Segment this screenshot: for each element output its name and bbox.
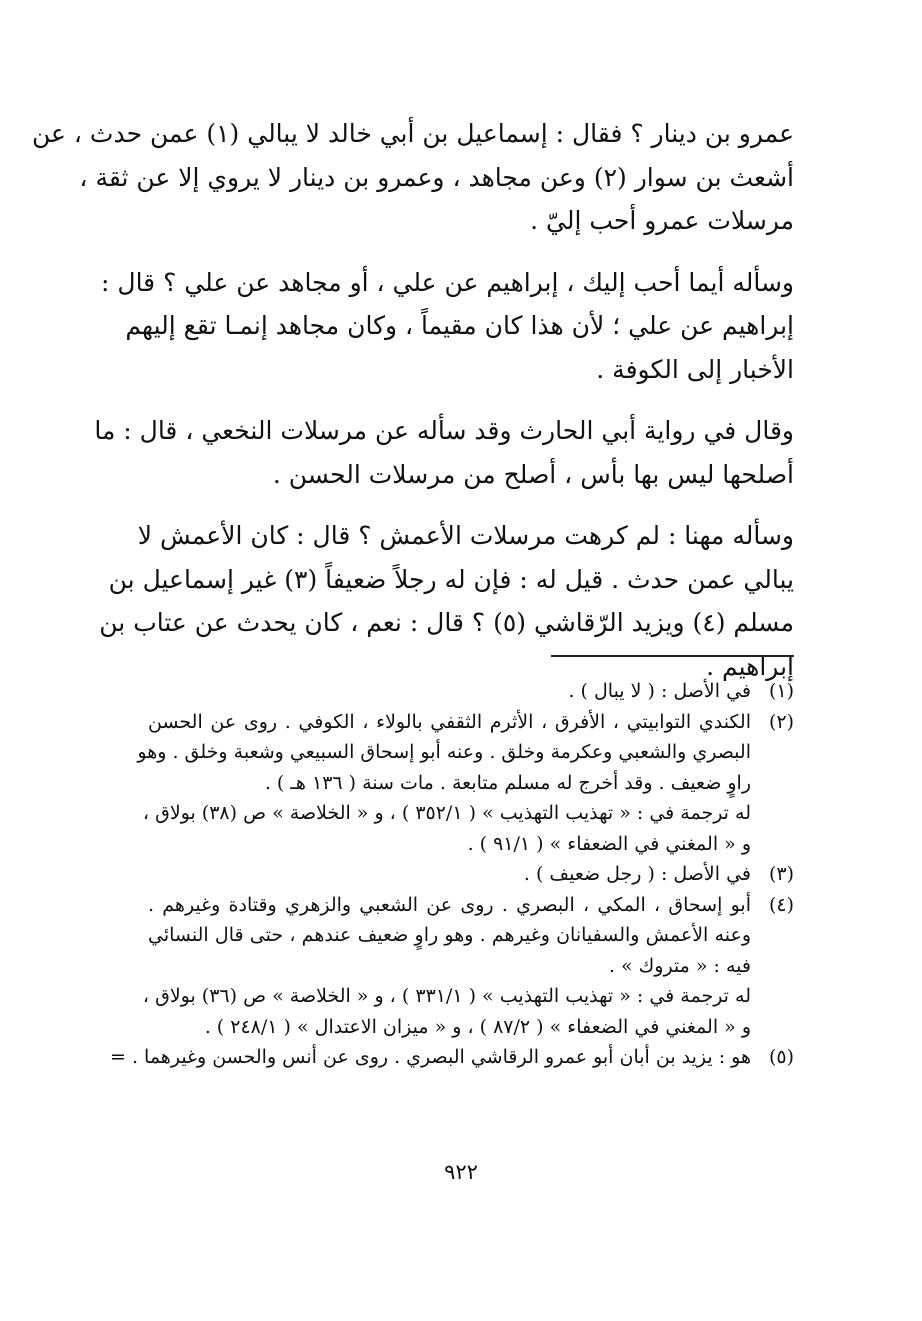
text-line: إبراهيم عن علي ؛ لأن هذا كان مقيماً ، وكان مجاهد إنمـا تقع إليهم (125, 311, 794, 340)
footnote-1 (148, 676, 794, 707)
footnote-text: له ترجمة في : « تهذيب التهذيب » ( ٣٥٢/١ ) ، و « الخلاصة » ص (٣٨) بولاق ، (142, 802, 751, 824)
footnote-text: البصري والشعبي وعكرمة وخلق . وعنه أبو إسحاق السبيعي وشعبة وخلق . وهو (137, 741, 751, 763)
footnote-3 (148, 859, 794, 890)
footnote-text: في الأصل : ( رجل ضعيف ) . (523, 863, 751, 885)
footnote-text: أبو إسحاق ، المكي ، البصري . روى عن الشعبي والزهري وقتادة وغيرهم . (148, 893, 751, 916)
footnote-5 (110, 1042, 794, 1073)
text-line: وقال في رواية أبي الحارث وقد سأله عن مرسلات النخعي ، قال : ما (94, 416, 794, 445)
footnote-text: فيه : « متروك » . (608, 954, 751, 977)
footnote-text: الكندي التوابيتي ، الأفرق ، الأثرم الثقفي بالولاء ، الكوفي . روى عن الحسن (148, 710, 751, 733)
footnote-text: في الأصل : ( لا يبال ) . (568, 680, 751, 702)
footnote-text: هو : يزيد بن أبان أبو عمرو الرقاشي البصري . روى عن أنس والحسن وغيرهما . = (110, 1046, 751, 1068)
footnote-4 (142, 890, 794, 1043)
paragraph-4 (99, 514, 794, 688)
text-line: إبراهيم . (706, 651, 794, 681)
footnote-number: (١) (768, 680, 794, 702)
footnote-text: وعنه الأعمش والسفيانان وغيرهم . وهو راوٍ ضعيف عندهم ، حتى قال النسائي (148, 924, 751, 946)
footnote-number: (٢) (768, 710, 794, 733)
page-number: ٩٢٢ (444, 1160, 478, 1184)
text-line: أشعث بن سوار (٢) وعن مجاهد ، وعمرو بن دينار لا يروي إلا عن ثقة ، (79, 162, 794, 192)
footnote-text: و « المغني في الضعفاء » ( ٩١/١ ) . (467, 832, 751, 855)
footnote-text: و « المغني في الضعفاء » ( ٨٧/٢ ) ، و « ميزان الاعتدال » ( ٢٤٨/١ ) . (204, 1015, 751, 1038)
footnote-number: (٥) (768, 1046, 794, 1068)
paragraph-1 (32, 112, 794, 243)
text-line: يبالي عمن حدث . قيل له : فإن له رجلاً ضعيفاً (٣) غير إسماعيل بن (108, 564, 794, 594)
footnote-text: له ترجمة في : « تهذيب التهذيب » ( ٣٣١/١ ) ، و « الخلاصة » ص (٣٦) بولاق ، (142, 985, 751, 1007)
text-line: الأخبار إلى الكوفة . (596, 354, 794, 384)
footnote-number: (٤) (768, 893, 794, 916)
footnote-text: راوٍ ضعيف . وقد أخرج له مسلم متابعة . مات سنة ( ١٣٦ هـ ) . (264, 771, 751, 794)
text-line: عمرو بن دينار ؟ فقال : إسماعيل بن أبي خالد لا يبالي (١) عمن حدث ، عن (32, 119, 794, 148)
footnote-number: (٣) (768, 863, 794, 885)
footnote-2 (137, 707, 794, 860)
text-line: وسأله أيما أحب إليك ، إبراهيم عن علي ، أو مجاهد عن علي ؟ قال : (101, 267, 794, 297)
text-line: وسأله مهنا : لم كرهت مرسلات الأعمش ؟ قال : كان الأعمش لا (137, 521, 794, 550)
text-line: مرسلات عمرو أحب إليّ . (530, 206, 794, 235)
footnotes (110, 676, 794, 1073)
main-text (32, 112, 794, 688)
paragraph-2 (101, 261, 794, 392)
text-line: أصلحها ليس بها بأس ، أصلح من مرسلات الحسن . (272, 459, 794, 489)
text-line: مسلم (٤) ويزيد الرّقاشي (٥) ؟ قال : نعم ، كان يحدث عن عتاب بن (99, 608, 794, 637)
paragraph-3 (94, 409, 794, 496)
footnote-divider (551, 655, 794, 657)
